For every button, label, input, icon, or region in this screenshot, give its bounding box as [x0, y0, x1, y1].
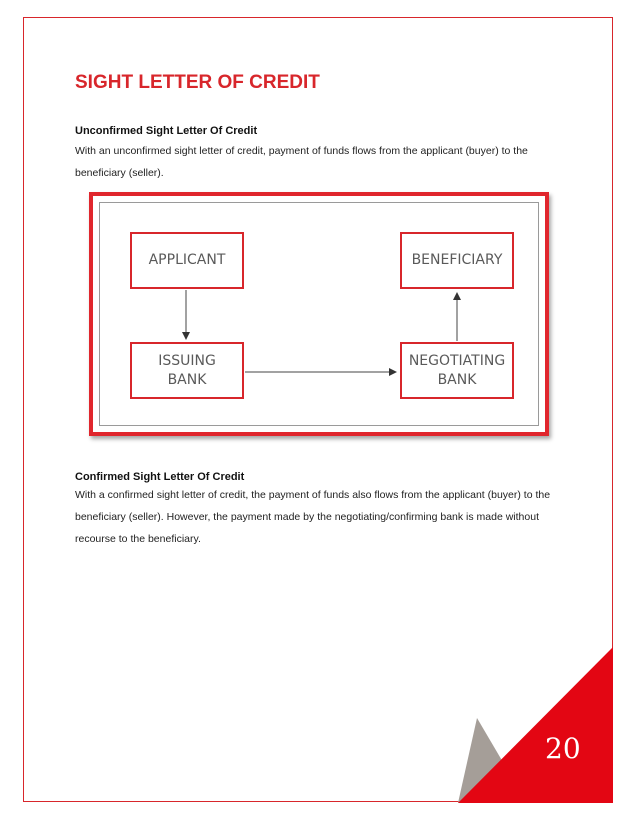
page-number: 20	[545, 732, 581, 765]
node-issuing-bank: ISSUING BANK	[130, 342, 244, 399]
body-line: With a confirmed sight letter of credit, the payment of funds also flows from the applicant (buyer) to the	[75, 489, 551, 501]
section-title-confirmed: Confirmed Sight Letter Of Credit	[75, 471, 245, 483]
body-line: With an unconfirmed sight letter of credit, payment of funds flows from the applicant (buyer) to the	[75, 145, 528, 157]
node-negotiating-bank: NEGOTIATING BANK	[400, 342, 514, 399]
node-applicant: APPLICANT	[130, 232, 244, 289]
body-line: beneficiary (seller).	[75, 167, 164, 179]
section-title-unconfirmed: Unconfirmed Sight Letter Of Credit	[75, 125, 258, 137]
body-line: beneficiary (seller). However, the payment made by the negotiating/confirming bank is made without	[75, 511, 539, 523]
body-line: recourse to the beneficiary.	[75, 533, 201, 545]
node-beneficiary: BENEFICIARY	[400, 232, 514, 289]
page-heading: SIGHT LETTER OF CREDIT	[75, 72, 320, 93]
